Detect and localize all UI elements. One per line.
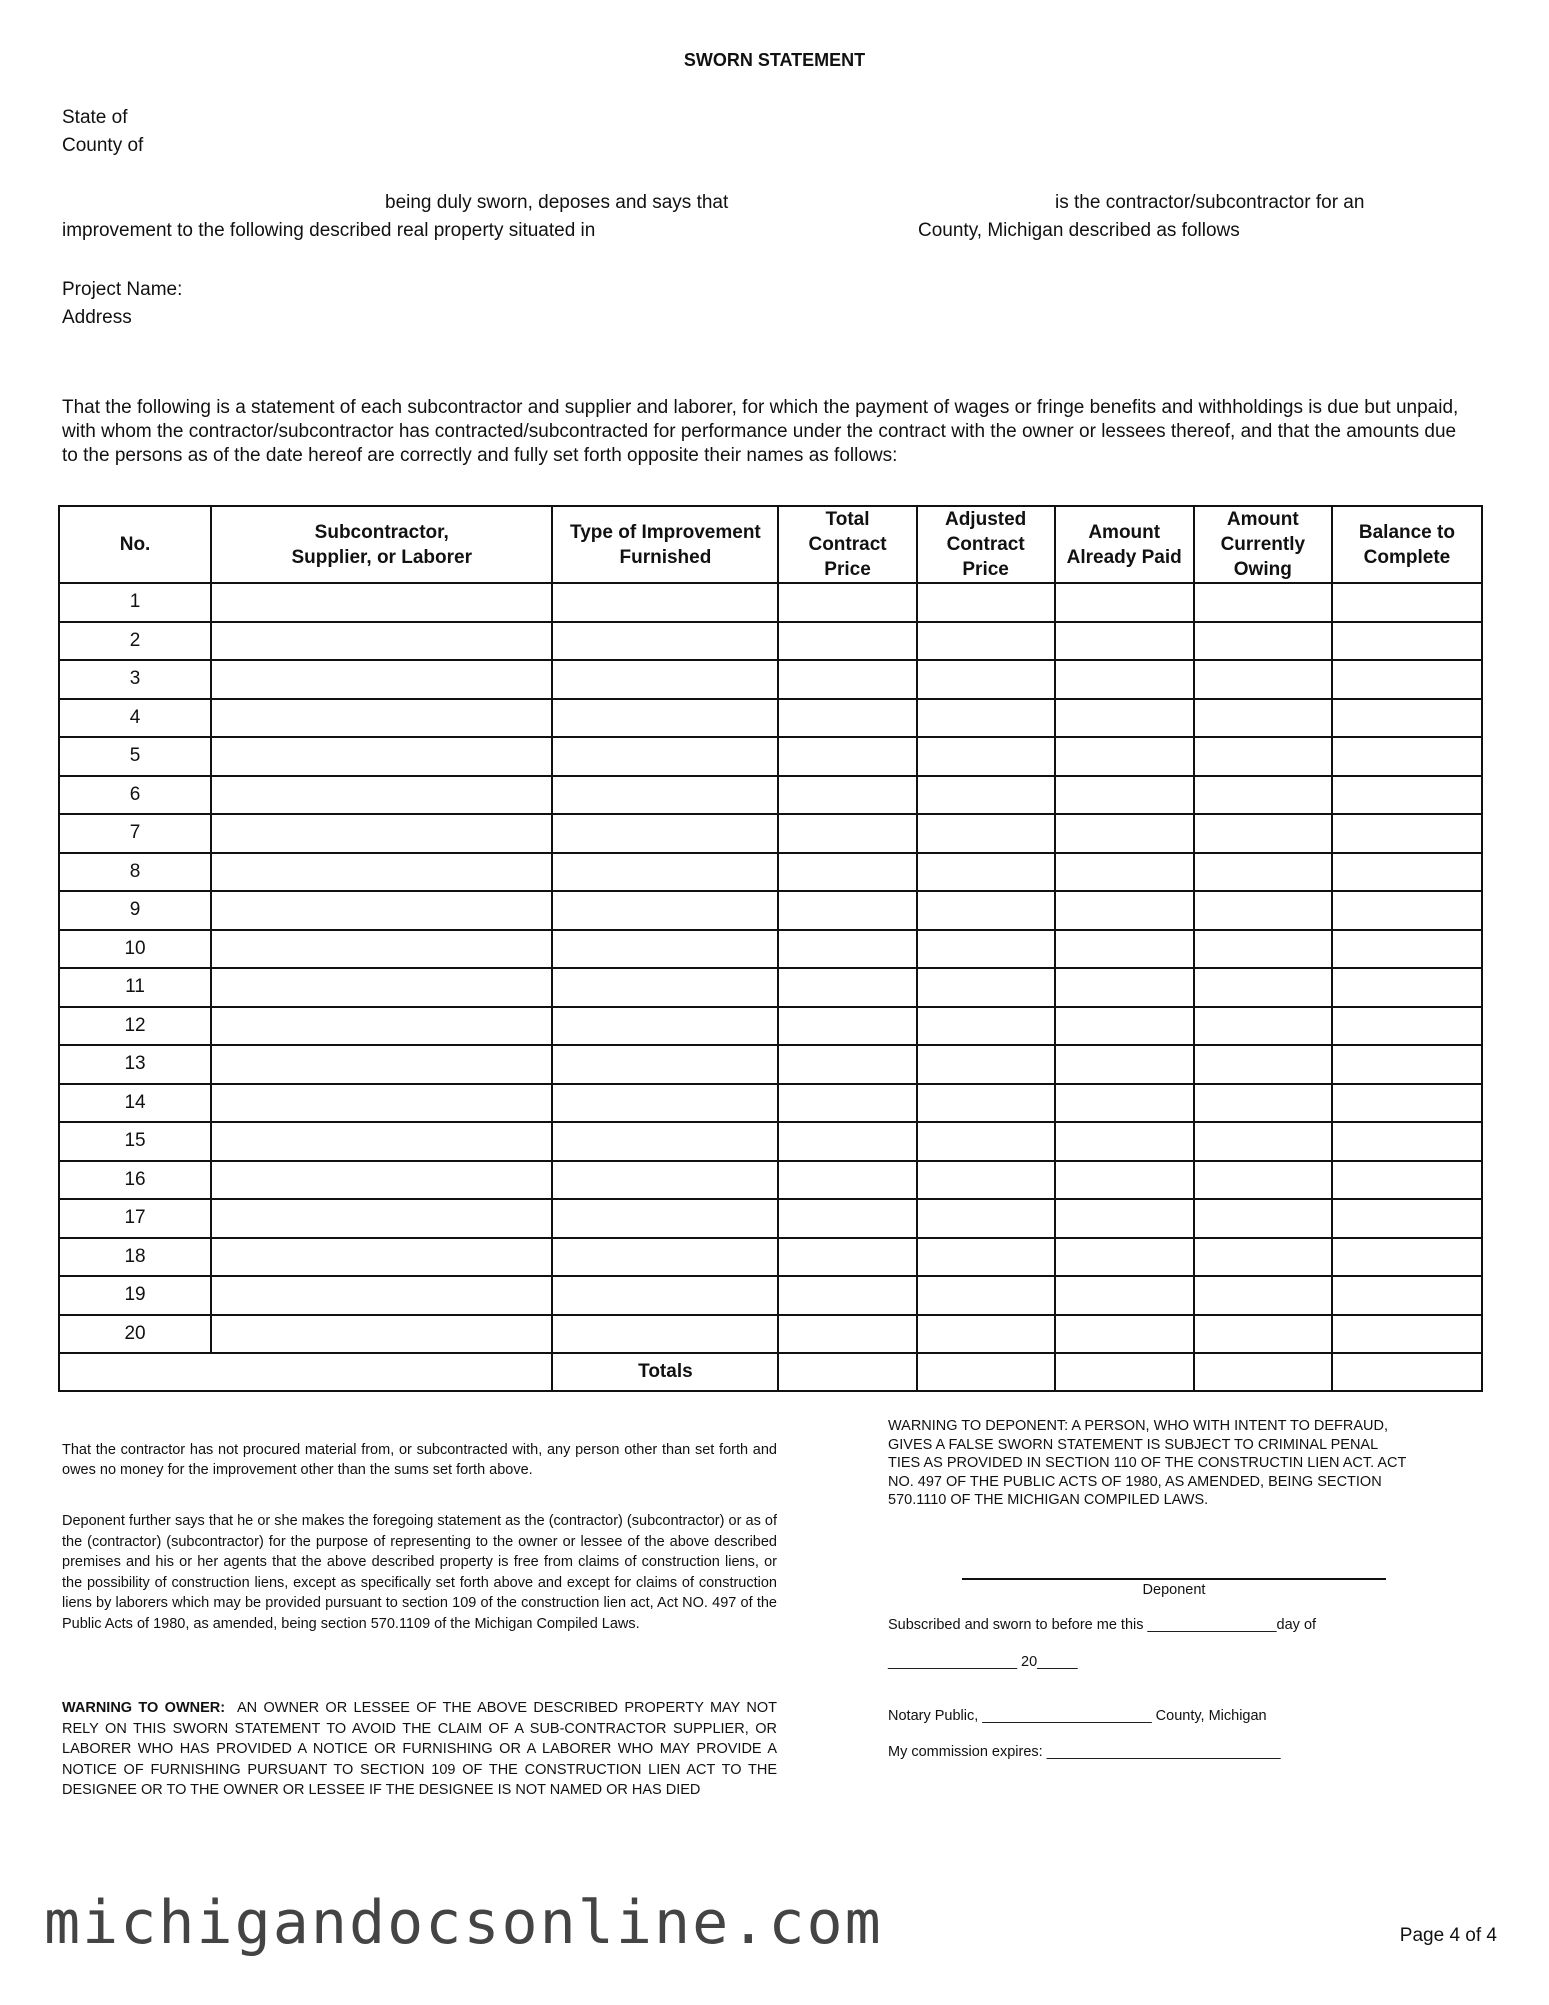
balance-to-complete-cell[interactable] bbox=[1332, 1238, 1482, 1277]
page-number: Page 4 of 4 bbox=[1399, 1925, 1497, 1946]
header-adjusted-contract-price: Adjusted Contract Price bbox=[917, 506, 1055, 583]
subcontractor-cell[interactable] bbox=[211, 1084, 552, 1123]
balance-to-complete-cell[interactable] bbox=[1332, 1276, 1482, 1315]
subcontractor-cell[interactable] bbox=[211, 1045, 552, 1084]
amount-already-paid-cell[interactable] bbox=[1055, 1199, 1194, 1238]
deponent-signature-line[interactable] bbox=[962, 1578, 1386, 1580]
amount-already-paid-cell[interactable] bbox=[1055, 1315, 1194, 1354]
amount-currently-owing-cell[interactable] bbox=[1194, 622, 1332, 661]
improvement-type-cell[interactable] bbox=[552, 1238, 778, 1277]
subcontractor-cell[interactable] bbox=[211, 660, 552, 699]
balance-to-complete-cell[interactable] bbox=[1332, 737, 1482, 776]
amount-currently-owing-cell[interactable] bbox=[1194, 891, 1332, 930]
totals-label: Totals bbox=[552, 1353, 778, 1391]
table-row bbox=[59, 699, 1482, 738]
improvement-type-cell[interactable] bbox=[552, 1276, 778, 1315]
subcontractor-cell[interactable] bbox=[211, 583, 552, 622]
amount-already-paid-cell[interactable] bbox=[1055, 1276, 1194, 1315]
amount-currently-owing-cell[interactable] bbox=[1194, 1122, 1332, 1161]
total-contract-price-cell[interactable] bbox=[778, 1084, 916, 1123]
header-no: No. bbox=[59, 506, 211, 583]
amount-currently-owing-cell[interactable] bbox=[1194, 1161, 1332, 1200]
table-row bbox=[59, 814, 1482, 853]
table-header-row bbox=[59, 506, 1482, 583]
total-contract-price-cell[interactable] bbox=[778, 853, 916, 892]
deponent-label: Deponent bbox=[1142, 1582, 1206, 1598]
amount-already-paid-cell[interactable] bbox=[1055, 622, 1194, 661]
amount-currently-owing-cell[interactable] bbox=[1194, 737, 1332, 776]
amount-currently-owing-cell[interactable] bbox=[1194, 1084, 1332, 1123]
adjusted-contract-price-cell[interactable] bbox=[917, 583, 1055, 622]
notary-line: Notary Public, _____________________ County, Michigan bbox=[888, 1708, 1267, 1724]
amount-already-paid-cell[interactable] bbox=[1055, 968, 1194, 1007]
improvement-type-cell[interactable] bbox=[552, 1315, 778, 1354]
total-contract-price-cell[interactable] bbox=[778, 1199, 916, 1238]
amount-already-paid-cell[interactable] bbox=[1055, 814, 1194, 853]
balance-to-complete-cell[interactable] bbox=[1332, 583, 1482, 622]
contractor-statement: That the contractor has not procured material from, or subcontracted with, any person other than set forth and owes no money for the improvement other than the sums set forth above. bbox=[62, 1442, 777, 1478]
subcontractor-cell[interactable] bbox=[211, 1238, 552, 1277]
adjusted-contract-price-cell[interactable] bbox=[917, 699, 1055, 738]
subscribed-line: Subscribed and sworn to before me this ________________day of bbox=[888, 1617, 1317, 1633]
adjusted-contract-price-cell[interactable] bbox=[917, 814, 1055, 853]
adjusted-contract-price-cell[interactable] bbox=[917, 1199, 1055, 1238]
improvement-type-cell[interactable] bbox=[552, 930, 778, 969]
total-contract-price-cell[interactable] bbox=[778, 1238, 916, 1277]
contractor-text: is the contractor/subcontractor for an bbox=[1055, 192, 1365, 213]
improvement-type-cell[interactable] bbox=[552, 660, 778, 699]
deponent-warning-line: TIES AS PROVIDED IN SECTION 110 OF THE CONSTRUCTIN LIEN ACT. ACT bbox=[888, 1455, 1407, 1471]
improvement-type-cell[interactable] bbox=[552, 737, 778, 776]
improvement-type-cell[interactable] bbox=[552, 1161, 778, 1200]
balance-to-complete-cell[interactable] bbox=[1332, 1315, 1482, 1354]
table-row bbox=[59, 1161, 1482, 1200]
address-label: Address bbox=[62, 307, 132, 328]
adjusted-contract-price-cell[interactable] bbox=[917, 1161, 1055, 1200]
total-contract-price-cell[interactable] bbox=[778, 622, 916, 661]
total-contract-price-cell[interactable] bbox=[778, 1276, 916, 1315]
row-number: 1 bbox=[59, 583, 211, 622]
row-number: 8 bbox=[59, 853, 211, 892]
subcontractor-cell[interactable] bbox=[211, 968, 552, 1007]
improvement-type-cell[interactable] bbox=[552, 1084, 778, 1123]
row-number: 17 bbox=[59, 1199, 211, 1238]
balance-to-complete-cell[interactable] bbox=[1332, 1199, 1482, 1238]
county-michigan-text: County, Michigan described as follows bbox=[918, 220, 1240, 241]
table-row bbox=[59, 1276, 1482, 1315]
amount-already-paid-cell[interactable] bbox=[1055, 891, 1194, 930]
adjusted-contract-price-cell[interactable] bbox=[917, 1276, 1055, 1315]
header-type-of-improvement: Type of Improvement Furnished bbox=[552, 506, 778, 583]
balance-to-complete-cell[interactable] bbox=[1332, 699, 1482, 738]
improvement-type-cell[interactable] bbox=[552, 1045, 778, 1084]
row-number: 13 bbox=[59, 1045, 211, 1084]
amount-already-paid-cell[interactable] bbox=[1055, 1084, 1194, 1123]
project-name-label: Project Name: bbox=[62, 279, 183, 300]
table-row bbox=[59, 1045, 1482, 1084]
table-row bbox=[59, 1084, 1482, 1123]
improvement-type-cell[interactable] bbox=[552, 814, 778, 853]
total-contract-price-cell[interactable] bbox=[778, 814, 916, 853]
adjusted-contract-price-cell[interactable] bbox=[917, 853, 1055, 892]
deponent-warning-line: GIVES A FALSE SWORN STATEMENT IS SUBJECT TO CRIMINAL PENAL bbox=[888, 1436, 1379, 1453]
row-number: 18 bbox=[59, 1238, 211, 1277]
document-title: SWORN STATEMENT bbox=[683, 50, 866, 70]
subcontractor-cell[interactable] bbox=[211, 1122, 552, 1161]
table-row bbox=[59, 1122, 1482, 1161]
total-contract-price-cell[interactable] bbox=[778, 891, 916, 930]
table-row bbox=[59, 1315, 1482, 1354]
total-contract-price-cell[interactable] bbox=[778, 660, 916, 699]
amount-currently-owing-cell[interactable] bbox=[1194, 1199, 1332, 1238]
row-number: 9 bbox=[59, 891, 211, 930]
amount-currently-owing-cell[interactable] bbox=[1194, 1315, 1332, 1354]
balance-to-complete-cell[interactable] bbox=[1332, 853, 1482, 892]
row-number: 19 bbox=[59, 1276, 211, 1315]
subcontractor-cell[interactable] bbox=[211, 853, 552, 892]
header-amount-already-paid: Amount Already Paid bbox=[1055, 506, 1194, 583]
improvement-type-cell[interactable] bbox=[552, 583, 778, 622]
row-number: 5 bbox=[59, 737, 211, 776]
amount-currently-owing-cell[interactable] bbox=[1194, 699, 1332, 738]
subcontractor-cell[interactable] bbox=[211, 814, 552, 853]
totals-row bbox=[59, 1353, 1482, 1391]
amount-currently-owing-cell[interactable] bbox=[1194, 776, 1332, 815]
subcontractor-cell[interactable] bbox=[211, 1315, 552, 1354]
header-subcontractor: Subcontractor, Supplier, or Laborer bbox=[211, 506, 552, 583]
row-number: 6 bbox=[59, 776, 211, 815]
deposes-text: being duly sworn, deposes and says that bbox=[385, 192, 729, 213]
table-row bbox=[59, 1238, 1482, 1277]
deponent-statement: Deponent further says that he or she makes the foregoing statement as the (contractor) (subcontractor) or as of the (contractor) (subcontractor) for the purpose of representing to the owner or lessee of the above described premises and his or her agents that the above described property is free from claims of construction liens, or the possibility of construction liens, except as specifically set forth above and except for claims of construction liens by laborers which may be provided pursuant to section 109 of the construction lien act, Act NO. 497 of the Public Acts of 1980, as amended, being section 570.1109 of the Michigan Compiled Laws. bbox=[62, 1513, 777, 1632]
row-number: 10 bbox=[59, 930, 211, 969]
amount-currently-owing-cell[interactable] bbox=[1194, 968, 1332, 1007]
subcontractor-cell[interactable] bbox=[211, 622, 552, 661]
total-contract-price-cell[interactable] bbox=[778, 930, 916, 969]
amount-currently-owing-cell[interactable] bbox=[1194, 660, 1332, 699]
amount-currently-owing-cell[interactable] bbox=[1194, 1276, 1332, 1315]
subcontractor-cell[interactable] bbox=[211, 699, 552, 738]
improvement-type-cell[interactable] bbox=[552, 699, 778, 738]
row-number: 11 bbox=[59, 968, 211, 1007]
county-label: County of bbox=[62, 135, 144, 156]
owner-warning-text: AN OWNER OR LESSEE OF THE ABOVE DESCRIBED PROPERTY MAY NOT RELY ON THIS SWORN STATEMENT TO AVOID THE CLAIM OF A SUB-CONTRACTOR SUPPLIER, OR LABORER WHO HAS PROVIDED A NOTICE OR FURNISHING OR A LABORER WHO MAY PROVIDE A NOTICE OF FURNISHING PURSUANT TO SECTION 109 OF THE CONSTRUCTION LIEN ACT TO THE DESIGNEE OR TO THE OWNER OR LESSEE IF THE DESIGNEE IS NOT NAMED OR HAS DIED bbox=[62, 1700, 778, 1798]
improvement-type-cell[interactable] bbox=[552, 891, 778, 930]
table-row bbox=[59, 737, 1482, 776]
statement-paragraph: That the following is a statement of each subcontractor and supplier and laborer, for which the payment of wages or fringe benefits and withholdings is due but unpaid, with whom the contractor/subcontractor has contracted/subcontracted for performance under the contract with the owner or lessees thereof, and that the amounts due to the persons as of the date hereof are correctly and fully set forth opposite their names as follows: bbox=[62, 397, 1459, 466]
totals-cell[interactable] bbox=[1194, 1353, 1332, 1391]
table-row bbox=[59, 1007, 1482, 1046]
amount-already-paid-cell[interactable] bbox=[1055, 1122, 1194, 1161]
improvement-type-cell[interactable] bbox=[552, 622, 778, 661]
balance-to-complete-cell[interactable] bbox=[1332, 660, 1482, 699]
deponent-warning-line: 570.1110 OF THE MICHIGAN COMPILED LAWS. bbox=[888, 1492, 1209, 1508]
amount-already-paid-cell[interactable] bbox=[1055, 1161, 1194, 1200]
balance-to-complete-cell[interactable] bbox=[1332, 1007, 1482, 1046]
improvement-type-cell[interactable] bbox=[552, 968, 778, 1007]
subcontractor-cell[interactable] bbox=[211, 930, 552, 969]
adjusted-contract-price-cell[interactable] bbox=[917, 1315, 1055, 1354]
total-contract-price-cell[interactable] bbox=[778, 1007, 916, 1046]
improvement-type-cell[interactable] bbox=[552, 853, 778, 892]
amount-already-paid-cell[interactable] bbox=[1055, 699, 1194, 738]
total-contract-price-cell[interactable] bbox=[778, 1045, 916, 1084]
row-number: 2 bbox=[59, 622, 211, 661]
table-row bbox=[59, 1199, 1482, 1238]
row-number: 14 bbox=[59, 1084, 211, 1123]
totals-cell[interactable] bbox=[778, 1353, 916, 1391]
subcontractor-cell[interactable] bbox=[211, 1007, 552, 1046]
table-row bbox=[59, 853, 1482, 892]
balance-to-complete-cell[interactable] bbox=[1332, 776, 1482, 815]
row-number: 15 bbox=[59, 1122, 211, 1161]
row-number: 7 bbox=[59, 814, 211, 853]
year-line: ________________ 20_____ bbox=[888, 1654, 1078, 1670]
totals-cell[interactable] bbox=[1332, 1353, 1482, 1391]
improvement-text: improvement to the following described real property situated in bbox=[62, 220, 596, 241]
improvement-type-cell[interactable] bbox=[552, 1007, 778, 1046]
table-row bbox=[59, 622, 1482, 661]
deponent-warning-line: NO. 497 OF THE PUBLIC ACTS OF 1980, AS AMENDED, BEING SECTION bbox=[888, 1473, 1382, 1490]
amount-already-paid-cell[interactable] bbox=[1055, 1045, 1194, 1084]
owner-warning-label: WARNING TO OWNER: bbox=[62, 1700, 226, 1716]
table-row bbox=[59, 968, 1482, 1007]
adjusted-contract-price-cell[interactable] bbox=[917, 1238, 1055, 1277]
amount-currently-owing-cell[interactable] bbox=[1194, 930, 1332, 969]
header-balance-to-complete: Balance to Complete bbox=[1332, 506, 1482, 583]
adjusted-contract-price-cell[interactable] bbox=[917, 1122, 1055, 1161]
total-contract-price-cell[interactable] bbox=[778, 776, 916, 815]
subcontractor-cell[interactable] bbox=[211, 776, 552, 815]
amount-already-paid-cell[interactable] bbox=[1055, 1007, 1194, 1046]
row-number: 12 bbox=[59, 1007, 211, 1046]
amount-already-paid-cell[interactable] bbox=[1055, 1238, 1194, 1277]
adjusted-contract-price-cell[interactable] bbox=[917, 968, 1055, 1007]
total-contract-price-cell[interactable] bbox=[778, 1161, 916, 1200]
total-contract-price-cell[interactable] bbox=[778, 968, 916, 1007]
total-contract-price-cell[interactable] bbox=[778, 737, 916, 776]
total-contract-price-cell[interactable] bbox=[778, 1315, 916, 1354]
adjusted-contract-price-cell[interactable] bbox=[917, 891, 1055, 930]
improvement-type-cell[interactable] bbox=[552, 1199, 778, 1238]
adjusted-contract-price-cell[interactable] bbox=[917, 1045, 1055, 1084]
adjusted-contract-price-cell[interactable] bbox=[917, 930, 1055, 969]
total-contract-price-cell[interactable] bbox=[778, 583, 916, 622]
improvement-type-cell[interactable] bbox=[552, 776, 778, 815]
adjusted-contract-price-cell[interactable] bbox=[917, 776, 1055, 815]
subcontractor-cell[interactable] bbox=[211, 1276, 552, 1315]
header-amount-currently-owing: Amount Currently Owing bbox=[1194, 506, 1332, 583]
row-number: 4 bbox=[59, 699, 211, 738]
total-contract-price-cell[interactable] bbox=[778, 1122, 916, 1161]
amount-already-paid-cell[interactable] bbox=[1055, 660, 1194, 699]
balance-to-complete-cell[interactable] bbox=[1332, 1161, 1482, 1200]
amount-currently-owing-cell[interactable] bbox=[1194, 1007, 1332, 1046]
amount-currently-owing-cell[interactable] bbox=[1194, 1045, 1332, 1084]
sworn-statement-table bbox=[58, 505, 1483, 1392]
improvement-type-cell[interactable] bbox=[552, 1122, 778, 1161]
amount-currently-owing-cell[interactable] bbox=[1194, 1238, 1332, 1277]
adjusted-contract-price-cell[interactable] bbox=[917, 622, 1055, 661]
balance-to-complete-cell[interactable] bbox=[1332, 1045, 1482, 1084]
totals-cell[interactable] bbox=[1055, 1353, 1194, 1391]
adjusted-contract-price-cell[interactable] bbox=[917, 1084, 1055, 1123]
subcontractor-cell[interactable] bbox=[211, 1161, 552, 1200]
deponent-warning bbox=[888, 1417, 1508, 1510]
amount-currently-owing-cell[interactable] bbox=[1194, 853, 1332, 892]
amount-already-paid-cell[interactable] bbox=[1055, 737, 1194, 776]
table-row bbox=[59, 891, 1482, 930]
table-row bbox=[59, 660, 1482, 699]
adjusted-contract-price-cell[interactable] bbox=[917, 660, 1055, 699]
subcontractor-cell[interactable] bbox=[211, 891, 552, 930]
row-number: 16 bbox=[59, 1161, 211, 1200]
balance-to-complete-cell[interactable] bbox=[1332, 1122, 1482, 1161]
header-total-contract-price: Total Contract Price bbox=[778, 506, 916, 583]
total-contract-price-cell[interactable] bbox=[778, 699, 916, 738]
totals-cell[interactable] bbox=[917, 1353, 1055, 1391]
state-label: State of bbox=[62, 107, 128, 128]
balance-to-complete-cell[interactable] bbox=[1332, 891, 1482, 930]
subcontractor-cell[interactable] bbox=[211, 737, 552, 776]
balance-to-complete-cell[interactable] bbox=[1332, 930, 1482, 969]
amount-currently-owing-cell[interactable] bbox=[1194, 583, 1332, 622]
balance-to-complete-cell[interactable] bbox=[1332, 968, 1482, 1007]
amount-currently-owing-cell[interactable] bbox=[1194, 814, 1332, 853]
table-row bbox=[59, 930, 1482, 969]
commission-line: My commission expires: _____________________________ bbox=[888, 1744, 1281, 1760]
row-number: 3 bbox=[59, 660, 211, 699]
amount-already-paid-cell[interactable] bbox=[1055, 853, 1194, 892]
owner-warning bbox=[62, 1698, 777, 1801]
row-number: 20 bbox=[59, 1315, 211, 1354]
amount-already-paid-cell[interactable] bbox=[1055, 583, 1194, 622]
balance-to-complete-cell[interactable] bbox=[1332, 1084, 1482, 1123]
deponent-warning-line: WARNING TO DEPONENT: A PERSON, WHO WITH INTENT TO DEFRAUD, bbox=[888, 1418, 1389, 1434]
table-row bbox=[59, 583, 1482, 622]
totals-blank-cell bbox=[59, 1353, 552, 1391]
adjusted-contract-price-cell[interactable] bbox=[917, 1007, 1055, 1046]
subcontractor-cell[interactable] bbox=[211, 1199, 552, 1238]
balance-to-complete-cell[interactable] bbox=[1332, 814, 1482, 853]
table-row bbox=[59, 776, 1482, 815]
balance-to-complete-cell[interactable] bbox=[1332, 622, 1482, 661]
adjusted-contract-price-cell[interactable] bbox=[917, 737, 1055, 776]
watermark-logo: michigandocsonline.com bbox=[44, 1888, 883, 1958]
amount-already-paid-cell[interactable] bbox=[1055, 776, 1194, 815]
amount-already-paid-cell[interactable] bbox=[1055, 930, 1194, 969]
